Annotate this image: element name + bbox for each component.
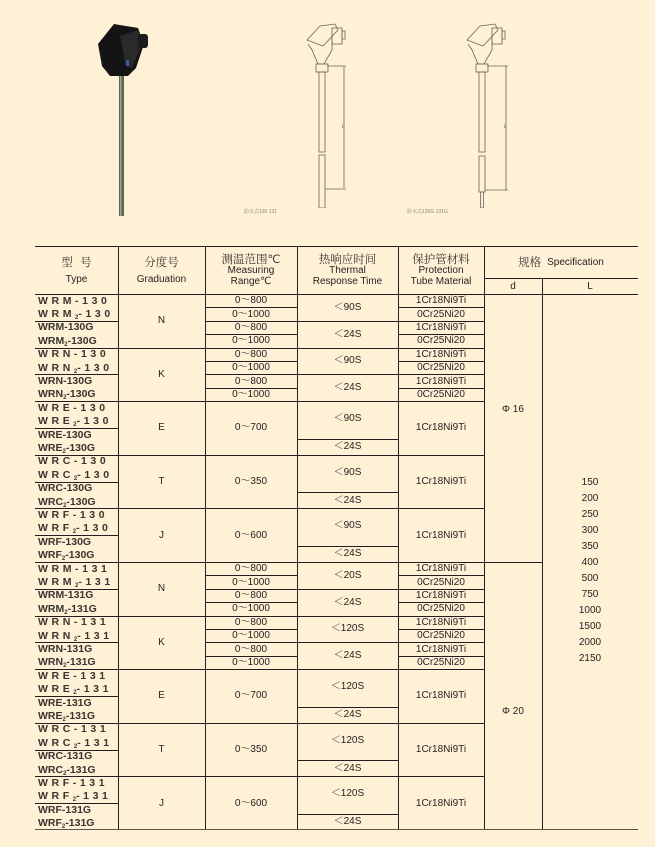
graduation-cell: J (159, 529, 164, 541)
type-code (38, 764, 96, 777)
type-suffix: -130G (66, 388, 96, 401)
type-code (38, 509, 108, 521)
tube-material-cell: 1Cr18Ni9Ti (415, 529, 467, 541)
type-suffix: -131G (65, 817, 95, 830)
header-graduation: 分度号 Graduation (136, 254, 187, 285)
type-prefix: WRF (38, 535, 62, 548)
type-prefix: WRM (38, 602, 65, 615)
type-suffix: -131G (64, 589, 94, 602)
type-code (38, 469, 113, 482)
type-prefix: WRM (38, 334, 65, 347)
tube-material-cell: 1Cr18Ni9Ti (415, 348, 467, 360)
type-prefix: WRN (38, 374, 64, 387)
response-time-cell: ＜120S (330, 788, 365, 800)
type-prefix: WRM (38, 307, 76, 320)
range-cell: 0～1000 (232, 656, 270, 668)
response-time-cell: ＜90S (333, 466, 362, 478)
drawing-130-131 (290, 18, 370, 208)
type-prefix: WRF (38, 549, 62, 562)
response-time-cell: ＜24S (333, 650, 362, 662)
range-cell: 0～800 (234, 348, 268, 360)
type-code (38, 683, 112, 696)
type-code (38, 804, 91, 816)
type-code (38, 656, 96, 669)
L-value: 200 (581, 493, 599, 504)
type-subscript: 2 (73, 743, 78, 750)
response-time-cell: ＜90S (333, 413, 362, 425)
type-prefix: WRN (38, 348, 74, 361)
type-code (38, 697, 92, 709)
graduation-cell: K (158, 368, 165, 380)
type-suffix: -131 (77, 629, 113, 642)
L-value: 300 (581, 525, 599, 536)
type-code (38, 522, 111, 535)
header-L: L (587, 281, 593, 292)
response-time-cell: ＜120S (330, 623, 365, 635)
type-code (38, 482, 92, 494)
type-prefix: WRC (38, 750, 64, 763)
type-code (38, 429, 92, 441)
type-code (38, 817, 94, 830)
type-subscript: 2 (62, 716, 66, 723)
L-value: 350 (581, 541, 599, 552)
type-suffix: -131 (73, 669, 109, 682)
type-suffix: -130G (67, 334, 97, 347)
type-suffix: -130G (65, 549, 95, 562)
range-cell: 0～800 (234, 295, 268, 307)
type-suffix: -131 (75, 562, 111, 575)
tube-material-cell: 1Cr18Ni9Ti (415, 616, 467, 628)
type-code (38, 643, 92, 655)
type-code (38, 576, 114, 589)
type-subscript: 2 (72, 797, 77, 804)
response-time-cell: ＜24S (333, 441, 362, 453)
type-suffix: -130G (66, 495, 96, 508)
type-suffix: -131 (76, 790, 112, 803)
type-subscript: 2 (63, 502, 67, 509)
drawing-130g-131g (450, 18, 540, 208)
type-code (38, 670, 109, 682)
type-suffix: -130 (73, 348, 110, 361)
response-time-cell: ＜120S (330, 681, 365, 693)
graduation-cell: N (157, 315, 166, 327)
L-value: 1000 (578, 605, 602, 616)
tube-material-cell: 0Cr25Ni20 (417, 656, 465, 668)
type-prefix: WRC (38, 723, 74, 736)
type-subscript: 2 (64, 609, 68, 616)
response-time-cell: ＜24S (333, 762, 362, 774)
type-subscript: 2 (73, 690, 77, 697)
type-code (38, 737, 113, 750)
type-subscript: 2 (61, 556, 66, 563)
type-suffix: -130 (75, 294, 111, 307)
type-subscript: 2 (73, 368, 78, 375)
type-suffix: -131G (63, 642, 93, 655)
type-prefix: WRE (38, 428, 63, 441)
type-prefix: WRE (38, 669, 74, 682)
type-suffix: -131G (61, 803, 92, 816)
header-response-time: 热响应时间 Thermal Response Time (312, 252, 383, 287)
tube-material-cell: 1Cr18Ni9Ti (415, 744, 467, 756)
type-code (38, 335, 97, 348)
tube-material-cell: 1Cr18Ni9Ti (415, 422, 467, 434)
L-value: 1500 (578, 621, 602, 632)
thermocouple-photo (86, 16, 166, 222)
type-code (38, 536, 91, 548)
length-label: L (342, 124, 345, 130)
type-prefix: WRC (38, 736, 74, 749)
response-time-cell: ＜90S (333, 301, 362, 313)
range-cell: 0～1000 (232, 388, 270, 400)
type-code (38, 402, 109, 414)
response-time-cell: ＜24S (333, 816, 362, 828)
type-suffix: -130 (73, 401, 109, 414)
drawing-caption: 防水式130 131 (244, 209, 278, 215)
type-code (38, 415, 112, 428)
type-suffix: -130 (77, 361, 113, 374)
range-cell: 0～800 (234, 563, 268, 575)
type-code (38, 442, 95, 455)
type-code (38, 710, 95, 723)
tube-material-cell: 0Cr25Ni20 (417, 576, 465, 588)
tube-material-cell: 0Cr25Ni20 (417, 308, 465, 320)
response-time-cell: ＜24S (333, 382, 362, 394)
type-code (38, 790, 111, 803)
type-prefix: WRM (38, 589, 65, 602)
type-code (38, 630, 113, 643)
range-cell: 0～350 (234, 476, 268, 488)
response-time-cell: ＜24S (333, 328, 362, 340)
L-value: 150 (581, 477, 599, 488)
type-suffix: -130G (64, 321, 94, 334)
type-prefix: WRC (38, 495, 64, 508)
tube-material-cell: 1Cr18Ni9Ti (415, 589, 467, 601)
L-value: 500 (581, 573, 599, 584)
tube-material-cell: 1Cr18Ni9Ti (415, 690, 467, 702)
type-code (38, 777, 108, 789)
type-code (38, 375, 92, 387)
graduation-cell: T (158, 476, 165, 488)
type-suffix: -131 (77, 736, 113, 749)
type-suffix: -131 (73, 723, 110, 736)
type-code (38, 563, 110, 575)
response-time-cell: ＜24S (333, 709, 362, 721)
range-cell: 0～350 (234, 744, 268, 756)
range-cell: 0～800 (234, 321, 268, 333)
header-d: d (510, 281, 516, 292)
type-subscript: 2 (63, 395, 67, 402)
type-prefix: WRF (38, 522, 73, 535)
range-cell: 0～800 (234, 375, 268, 387)
tube-material-cell: 1Cr18Ni9Ti (415, 797, 467, 809)
range-cell: 0～1000 (232, 308, 270, 320)
tube-material-cell: 0Cr25Ni20 (417, 630, 465, 642)
drawing-caption: 防水式130G 131G (407, 209, 448, 215)
type-subscript: 2 (64, 341, 68, 348)
type-suffix: -131G (67, 602, 97, 615)
header-tube-material: 保护管材料 Protection Tube Material (410, 252, 472, 287)
L-value: 2000 (578, 637, 602, 648)
response-time-cell: ＜90S (333, 520, 362, 532)
type-suffix: -130 (73, 455, 110, 468)
type-suffix: -131G (66, 656, 96, 669)
range-cell: 0～1000 (232, 603, 270, 615)
type-prefix: WRC (38, 482, 64, 495)
graduation-cell: K (158, 636, 165, 648)
type-prefix: WRE (38, 441, 63, 454)
L-value: 2150 (578, 653, 602, 664)
type-subscript: 2 (73, 475, 78, 482)
type-code (38, 388, 96, 401)
type-subscript: 2 (75, 314, 79, 321)
type-suffix: -131G (65, 709, 96, 722)
type-suffix: -131 (73, 616, 110, 629)
header-type: 型 号 Type (61, 254, 92, 285)
type-prefix: WRM (38, 321, 65, 334)
type-prefix: WRC (38, 455, 74, 468)
length-label: L (504, 124, 507, 130)
type-prefix: WRC (38, 763, 64, 776)
type-prefix: WRN (38, 388, 64, 401)
type-code (38, 723, 109, 735)
header-specification: 规格 Specification (518, 255, 604, 269)
type-suffix: -131 (78, 575, 114, 588)
type-code (38, 295, 110, 307)
type-subscript: 2 (62, 448, 66, 455)
type-prefix: WRE (38, 696, 63, 709)
type-prefix: WRM (38, 562, 76, 575)
type-prefix: WRN (38, 629, 74, 642)
type-prefix: WRC (38, 468, 74, 481)
type-prefix: WRE (38, 401, 74, 414)
range-cell: 0～700 (234, 422, 268, 434)
type-prefix: WRN (38, 616, 74, 629)
range-cell: 0～600 (234, 797, 268, 809)
tube-material-cell: 0Cr25Ni20 (417, 362, 465, 374)
type-code (38, 549, 94, 562)
type-prefix: WRF (38, 790, 73, 803)
type-suffix: -130G (65, 441, 96, 454)
tube-material-cell: 1Cr18Ni9Ti (415, 375, 467, 387)
type-prefix: WRE (38, 683, 74, 696)
tube-material-cell: 1Cr18Ni9Ti (415, 295, 467, 307)
range-cell: 0～1000 (232, 362, 270, 374)
range-cell: 0～800 (234, 643, 268, 655)
L-values (542, 475, 638, 667)
type-code (38, 455, 109, 467)
graduation-cell: J (159, 797, 164, 809)
type-code (38, 750, 92, 762)
range-cell: 0～800 (234, 589, 268, 601)
type-suffix: -130 (72, 508, 109, 521)
type-code (38, 362, 113, 375)
header-measuring-range: 测温范围℃ Measuring Range℃ (221, 252, 281, 287)
type-subscript: 2 (72, 529, 77, 536)
type-suffix: -130G (62, 428, 92, 441)
d-value-phi20: Φ 20 (502, 705, 524, 717)
type-prefix: WRM (38, 294, 76, 307)
type-suffix: -131G (62, 696, 92, 709)
range-cell: 0～700 (234, 690, 268, 702)
type-subscript: 2 (73, 422, 77, 429)
type-code (38, 496, 96, 509)
type-subscript: 2 (63, 770, 67, 777)
type-subscript: 2 (75, 582, 79, 589)
d-value-phi16: Φ 16 (502, 403, 524, 415)
type-prefix: WRF (38, 817, 62, 830)
type-suffix: -130 (76, 415, 113, 428)
type-suffix: -131 (72, 776, 109, 789)
tube-material-cell: 1Cr18Ni9Ti (415, 643, 467, 655)
graduation-cell: E (158, 422, 165, 434)
type-code (38, 308, 114, 321)
L-value: 750 (581, 589, 599, 600)
response-time-cell: ＜24S (333, 596, 362, 608)
type-prefix: WRF (38, 508, 73, 521)
type-subscript: 2 (63, 663, 67, 670)
type-suffix: -130G (61, 535, 92, 548)
tube-material-cell: 0Cr25Ni20 (417, 335, 465, 347)
response-time-cell: ＜24S (333, 548, 362, 560)
type-prefix: WRM (38, 575, 76, 588)
range-cell: 0～800 (234, 616, 268, 628)
range-cell: 0～1000 (232, 576, 270, 588)
tube-material-cell: 0Cr25Ni20 (417, 388, 465, 400)
response-time-cell: ＜20S (333, 569, 362, 581)
type-suffix: -130 (78, 307, 114, 320)
type-suffix: -130G (63, 374, 93, 387)
L-value: 400 (581, 557, 599, 568)
L-value: 250 (581, 509, 599, 520)
tube-material-cell: 1Cr18Ni9Ti (415, 321, 467, 333)
type-code (38, 589, 93, 601)
response-time-cell: ＜120S (330, 734, 365, 746)
type-prefix: WRE (38, 709, 63, 722)
range-cell: 0～600 (234, 529, 268, 541)
range-cell: 0～1000 (232, 335, 270, 347)
type-subscript: 2 (73, 636, 78, 643)
tube-material-cell: 0Cr25Ni20 (417, 603, 465, 615)
type-suffix: -131G (66, 763, 96, 776)
type-suffix: -130G (63, 482, 93, 495)
type-code (38, 603, 97, 616)
response-time-cell: ＜24S (333, 494, 362, 506)
graduation-cell: N (157, 583, 166, 595)
type-suffix: -131 (76, 683, 113, 696)
type-prefix: WRF (38, 803, 62, 816)
type-prefix: WRF (38, 776, 73, 789)
tube-material-cell: 1Cr18Ni9Ti (415, 563, 467, 575)
type-code (38, 348, 109, 360)
tube-material-cell: 1Cr18Ni9Ti (415, 476, 467, 488)
type-prefix: WRN (38, 361, 74, 374)
graduation-cell: E (158, 690, 165, 702)
type-suffix: -131G (63, 750, 93, 763)
type-prefix: WRE (38, 415, 74, 428)
type-suffix: -130 (76, 522, 112, 535)
type-suffix: -130 (77, 468, 113, 481)
type-prefix: WRN (38, 642, 64, 655)
response-time-cell: ＜90S (333, 355, 362, 367)
range-cell: 0～1000 (232, 630, 270, 642)
type-prefix: WRN (38, 656, 64, 669)
type-subscript: 2 (61, 824, 66, 831)
graduation-cell: T (158, 744, 165, 756)
type-code (38, 321, 93, 333)
type-code (38, 616, 109, 628)
